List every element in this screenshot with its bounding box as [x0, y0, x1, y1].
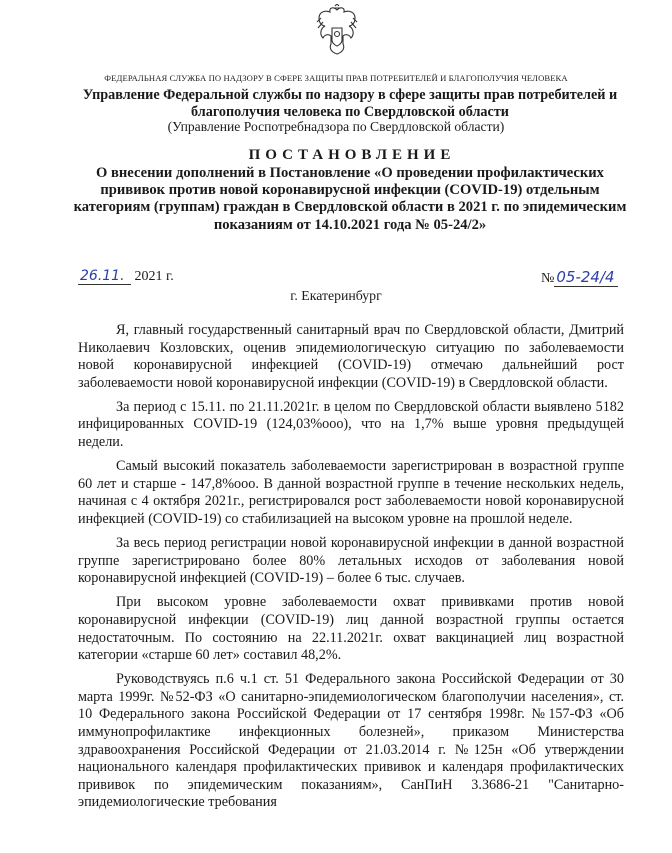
document-number: [541, 268, 618, 287]
city-line: г. Екатеринбург: [290, 288, 382, 303]
document-date: [78, 268, 174, 285]
body-paragraph: За весь период регистрации новой коронавирусной инфекции в данной возрастной группе зарегистрировано более 80% летальных исходов от заболевания новой коронавирусной инфекцией (COVID-19) – более 6 тыс. случаев.: [78, 535, 624, 587]
document-title: О внесении дополнений в Постановление «О проведении профилактических прививок против новой коронавирусной инфекции (COVID-19) отдельным категориям (группам) граждан в Свердловской области в 2021 г. по эпидемическим показаниям от 14.10.2021 года № 05-24/2»: [73, 165, 627, 233]
department-short-name: (Управление Роспотребнадзора по Свердловской области): [167, 119, 505, 134]
handwritten-number: 05-24/4: [554, 268, 618, 287]
number-sign: №: [541, 271, 555, 286]
body-paragraph: При высоком уровне заболеваемости охват прививками против новой коронавирусной инфекции (COVID-19) лиц данной возрастной группы остается недостаточным. По состоянию на 22.11.2021г. охват вакцинацией лиц возрастной категории «старше 60 лет» составил 48,2%.: [78, 594, 624, 664]
agency-full-name: ФЕДЕРАЛЬНАЯ СЛУЖБА ПО НАДЗОРУ В СФЕРЕ ЗАЩИТЫ ПРАВ ПОТРЕБИТЕЛЕЙ И БЛАГОПОЛУЧИЯ ЧЕЛОВЕКА: [104, 73, 568, 83]
body-paragraph: Я, главный государственный санитарный врач по Свердловской области, Дмитрий Николаевич Козловских, оценив эпидемиологическую ситуацию по заболеваемости новой коронавирусной инфекцией (COVID-19) отмечаю дальнейший рост заболеваемости новой коронавирусной инфекции (COVID-19) в Свердловской области.: [78, 322, 624, 391]
coat-of-arms-emblem: [313, 4, 361, 58]
body-paragraph: Самый высокий показатель заболеваемости зарегистрирован в возрастной группе 60 лет и старше - 147,8%ooo. В данной возрастной группе в течение нескольких недель, начиная с 4 октября 2021г., регистрировался рост заболеваемости новой коронавирусной инфекцией (COVID-19) со стабилизацией на высоком уровне на прошлой неделе.: [78, 458, 624, 527]
handwritten-date: 26.11.: [78, 268, 131, 285]
document-type: ПОСТАНОВЛЕНИЕ: [248, 147, 456, 163]
document-body: [78, 322, 624, 812]
body-paragraph: За период с 15.11. по 21.11.2021г. в целом по Свердловской области выявлено 5182 инфицированных COVID-19 (124,03%ooo), что на 1,7% выше уровня предыдущей недели.: [78, 398, 624, 451]
body-paragraph: Руководствуясь п.6 ч.1 ст. 51 Федерального закона Российской Федерации от 30 марта 1999г. №52-ФЗ «О санитарно-эпидемиологическом благополучии населения», ст. 10 Федерального закона Российской Федерации от 17 сентября 1998г. №157-ФЗ «Об иммунопрофилактике инфекционных болезней», приказом Министерства здравоохранения Российской Федерации от 21.03.2014 г. №125н «Об утверждении национального календаря профилактических прививок и календаря профилактических прививок по эпидемическим показаниям», СанПиН 3.3686-21 "Санитарно-эпидемиологические требования: [78, 671, 624, 811]
department-name: Управление Федеральной службы по надзору в сфере защиты прав потребителей и благополучия человека по Свердловской области: [82, 87, 618, 120]
date-year: 2021 г.: [134, 269, 174, 284]
